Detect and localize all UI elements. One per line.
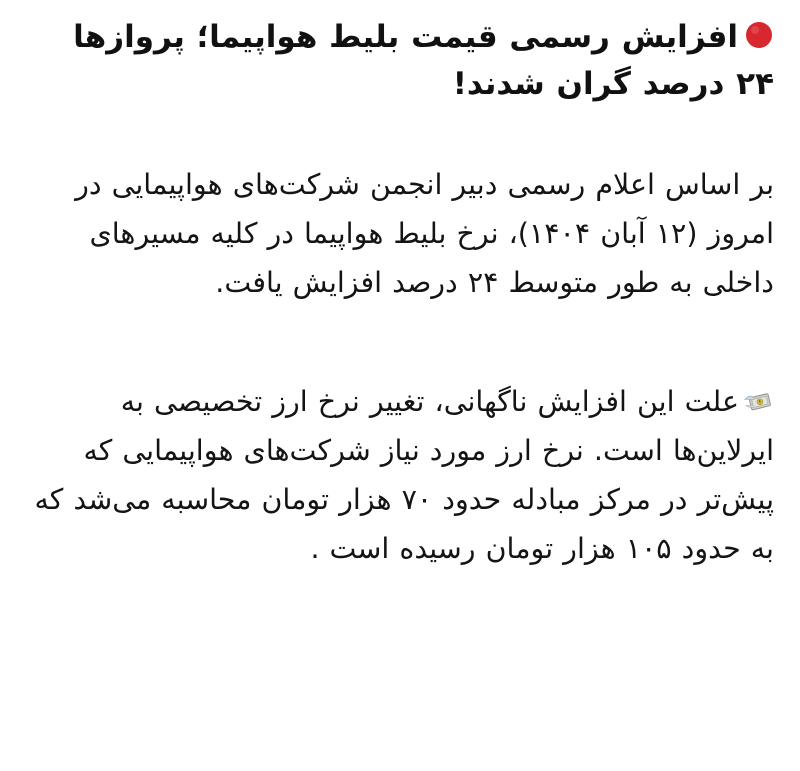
paragraph-2-text: علت این افزایش ناگهانی، تغییر نرخ ارز تخصیصی به ایرلاین‌ها است. نرخ ارز مورد نیاز شرکت‌های هواپیمایی که پیش‌تر در مرکز مبادله حدود ۷۰ هزار تومان محاسبه می‌شد که به حدود ۱۰۵ هزار تومان رسیده است . <box>34 385 774 566</box>
page-title <box>26 14 774 108</box>
page-title-text: افزایش رسمی قیمت بلیط هواپیما؛ پروازها ۲۴ درصد گران شدند! <box>73 19 774 103</box>
red-circle-icon <box>744 20 774 50</box>
paragraph-1 <box>26 160 774 307</box>
paragraph-1-text: بر اساس اعلام رسمی دبیر انجمن شرکت‌های هواپیمایی در امروز (۱۲ آبان ۱۴۰۴)، نرخ بلیط هواپیما در کلیه مسیرهای داخلی به طور متوسط ۲۴ درصد افزایش یافت. <box>75 168 774 300</box>
paragraph-2 <box>26 377 774 573</box>
money-with-wings-icon <box>744 389 774 415</box>
